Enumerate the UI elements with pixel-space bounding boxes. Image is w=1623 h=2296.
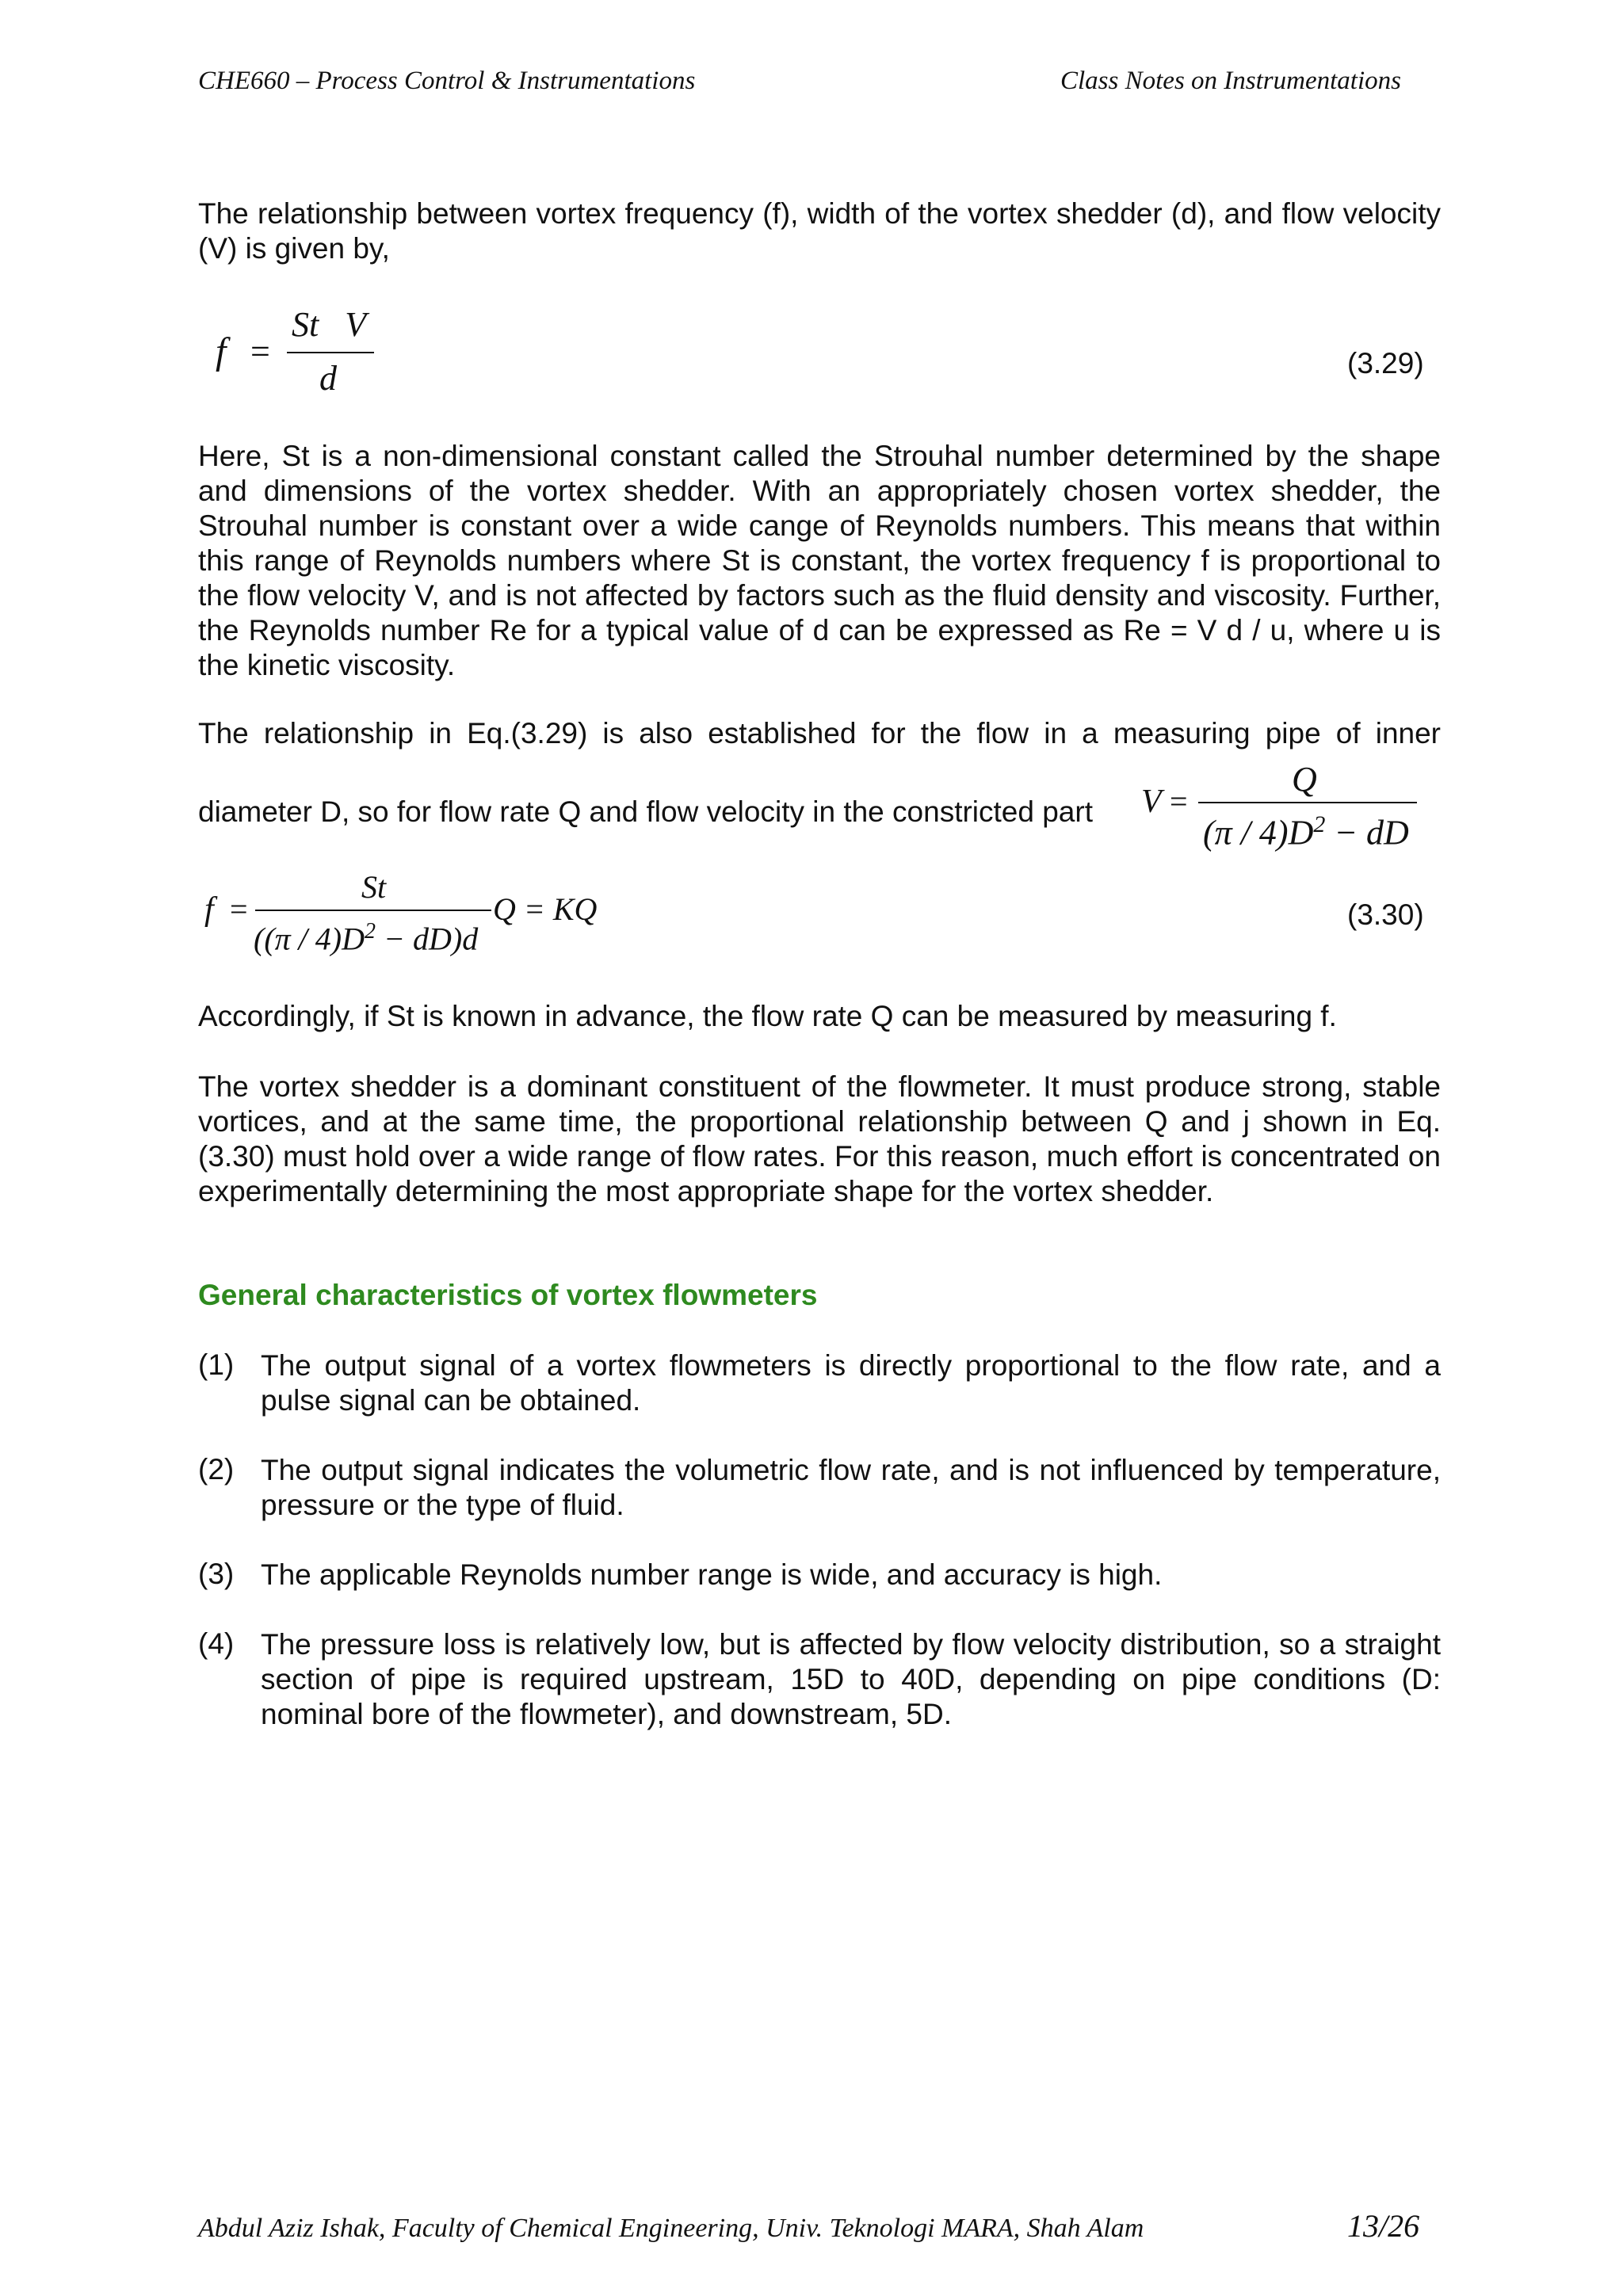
list-item-number: (1) [198,1348,235,1381]
eq330-fraction-bar [255,910,491,911]
eq330-denominator: $((\pi / 4)D^2 - dD)d$ [254,919,479,957]
section-heading: General characteristics of vortex flowmeters [198,1279,818,1311]
header-course-title: CHE660 – Process Control & Instrumentations [198,67,696,95]
header-notes-title: Class Notes on Instrumentations [1060,67,1401,95]
list-item-number: (3) [198,1558,235,1590]
paragraph-vortex-relationship: The relationship between vortex frequency (f), width of the vortex shedder (d), and flow velocity (V) is given by, [198,197,1441,265]
eq329-fraction-bar [287,352,374,353]
eq329-number: (3.29) [1347,347,1424,379]
paragraph-measuring-pipe-line1: The relationship in Eq.(3.29) is also established for the flow in a measuring pipe of inner [198,717,1441,749]
eq329-numerator: St V [292,305,367,344]
list-item-number: (2) [198,1453,235,1486]
list-item-text: The output signal of a vortex flowmeters is directly proportional to the flow rate, and a pulse signal can be obtained. [261,1349,1441,1417]
footer-page-number: 13/26 [1347,2208,1420,2244]
eqV-numerator: Q [1292,760,1317,799]
paragraph-vortex-shedder: The vortex shedder is a dominant constituent of the flowmeter. It must produce strong, stable vortices, and at the same time, the proportional relationship between Q and j shown in Eq. (3.30) must hold over a wide range of flow rates. For this reason, much effort is concentrated on experimentally determining the most appropriate shape for the vortex shedder. [198,1070,1441,1207]
list-item-text: The output signal indicates the volumetric flow rate, and is not influenced by temperature, pressure or the type of fluid. [261,1454,1441,1521]
paragraph-accordingly: Accordingly, if St is known in advance, the flow rate Q can be measured by measuring f. [198,1000,1337,1032]
eq330-lhs: f [204,891,214,928]
eq330-equals: = [230,891,248,927]
list-item-number: (4) [198,1627,235,1660]
eq329-equals: = [250,332,270,371]
footer-author: Abdul Aziz Ishak, Faculty of Chemical Engineering, Univ. Teknologi MARA, Shah Alam [198,2214,1144,2243]
eqV-fraction-bar [1198,802,1417,803]
list-item-text: The pressure loss is relatively low, but is affected by flow velocity distribution, so a straight section of pipe is required upstream, 15D to 40D, depending on pipe conditions (D: nominal bore of the flowmeter), and downstream, 5D. [261,1628,1441,1730]
eq330-rhs: Q = KQ [493,891,598,927]
eq330-numerator: St [361,869,387,905]
list-item-text: The applicable Reynolds number range is wide, and accuracy is high. [261,1558,1163,1591]
eq330-number: (3.30) [1347,898,1424,931]
eqV-equals: = [1170,784,1188,819]
eqV-denominator: $(\pi / 4)D^2$ − dD [1203,811,1409,852]
eq329-denominator: d [319,359,337,398]
eq329-lhs: f [216,330,227,372]
eqV-lhs: V [1141,784,1162,820]
paragraph-measuring-pipe-line2: diameter D, so for flow rate Q and flow velocity in the constricted part [198,795,1093,828]
paragraph-strouhal-number: Here, St is a non-dimensional constant called the Strouhal number determined by the shape and dimensions of the vortex shedder. With an appropriately chosen vortex shedder, the Strouhal number is constant over a wide cange of Reynolds numbers. This means that within this range of Reynolds numbers where St is constant, the vortex frequency f is proportional to the flow velocity V, and is not affected by factors such as the fluid density and viscosity. Further, the Reynolds number Re for a typical value of d can be expressed as Re = V d / u, where u is the kinetic viscosity. [198,440,1441,681]
